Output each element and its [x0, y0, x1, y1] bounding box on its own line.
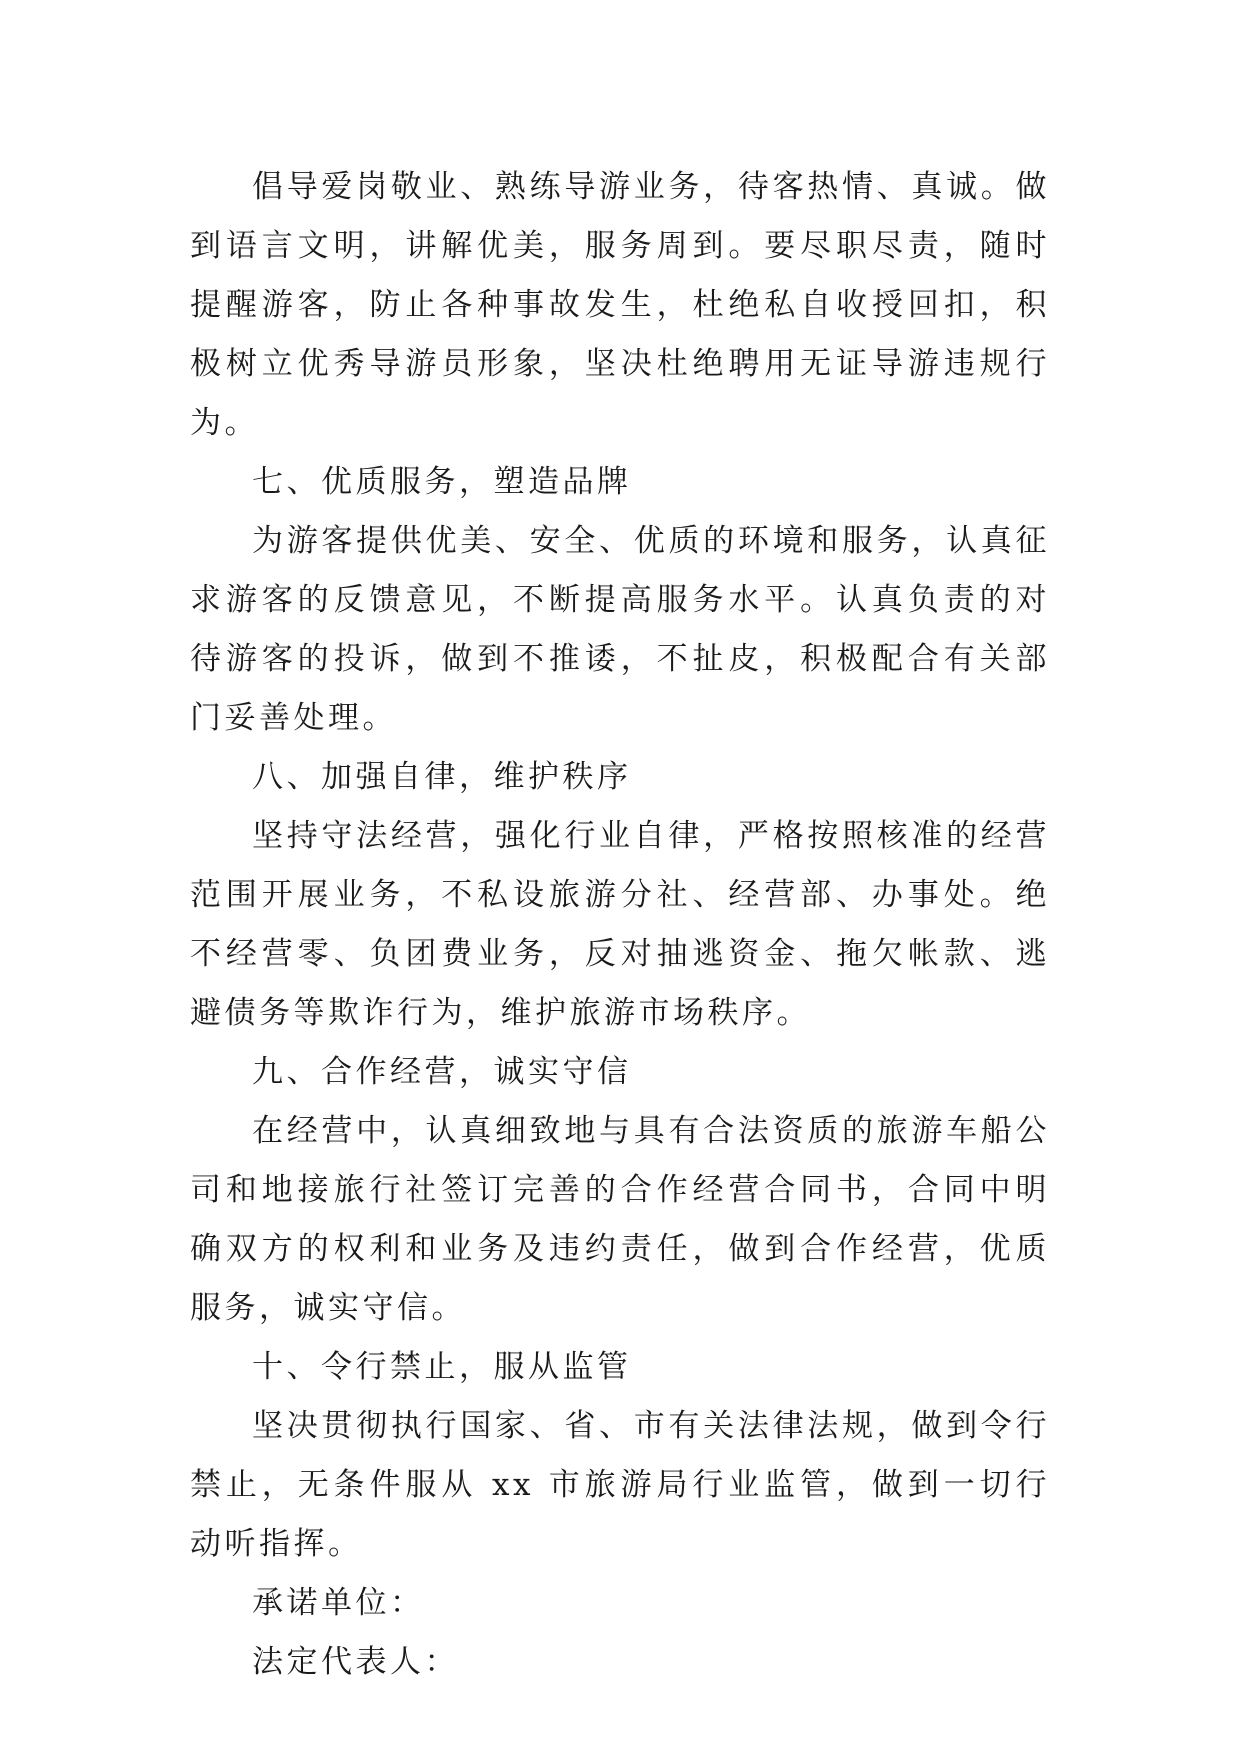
paragraph-section-8: 坚持守法经营，强化行业自律，严格按照核准的经营范围开展业务，不私设旅游分社、经营部、办事处。绝不经营零、负团费业务，反对抽逃资金、拖欠帐款、逃避债务等欺诈行为，维护旅游市场秩序。 [190, 818, 1050, 1031]
paragraph-section-7: 为游客提供优美、安全、优质的环境和服务，认真征求游客的反馈意见，不断提高服务水平。认真负责的对待游客的投诉，做到不推诿，不扯皮，积极配合有关部门妥善处理。 [190, 523, 1050, 736]
paragraph-guide-conduct: 倡导爱岗敬业、熟练导游业务，待客热情、真诚。做到语言文明，讲解优美，服务周到。要尽职尽责，随时提醒游客，防止各种事故发生，杜绝私自收授回扣，积极树立优秀导游员形象，坚决杜绝聘用无证导游违规行为。 [190, 169, 1050, 441]
paragraph-section-10: 坚决贯彻执行国家、省、市有关法律法规，做到令行禁止，无条件服从 xx 市旅游局行业监管，做到一切行动听指挥。 [190, 1408, 1050, 1562]
signature-legal-representative: 法定代表人： [252, 1644, 459, 1680]
heading-section-10: 十、令行禁止，服从监管 [252, 1349, 632, 1385]
paragraph-section-9: 在经营中，认真细致地与具有合法资质的旅游车船公司和地接旅行社签订完善的合作经营合同书，合同中明确双方的权利和业务及违约责任，做到合作经营，优质服务，诚实守信。 [190, 1113, 1050, 1326]
heading-section-8: 八、加强自律，维护秩序 [252, 759, 632, 795]
heading-section-7: 七、优质服务，塑造品牌 [252, 464, 632, 500]
signature-committing-unit: 承诺单位： [252, 1585, 425, 1621]
heading-section-9: 九、合作经营，诚实守信 [252, 1054, 632, 1090]
document-body [190, 158, 1050, 1692]
